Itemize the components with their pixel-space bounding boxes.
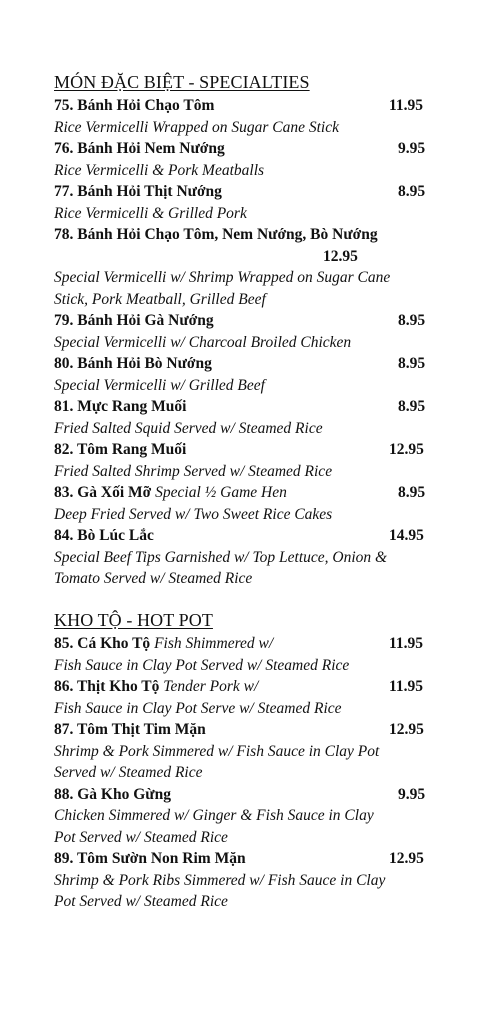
item-name: 88. Gà Kho Gừng [54, 785, 171, 803]
item-name: 80. Bánh Hỏi Bò Nướng [54, 355, 212, 372]
menu-item [54, 353, 464, 396]
item-price: 8.95 [398, 183, 426, 200]
item-name: 89. Tôm Sườn Non Rim Mặn [54, 850, 246, 867]
menu-item [54, 95, 464, 138]
item-description: Deep Fried Served w/ Two Sweet Rice Cakes [54, 505, 333, 523]
menu-item [54, 138, 464, 181]
item-description: Stick, Pork Meatball, Grilled Beef [54, 290, 266, 308]
item-inline-note: Tender Pork w/ [163, 678, 259, 695]
item-description: Shrimp & Pork Ribs Simmered w/ Fish Sauce in Clay [54, 871, 386, 889]
item-description: Tomato Served w/ Steamed Rice [54, 570, 253, 587]
menu-item [54, 784, 464, 849]
item-name: 75. Bánh Hỏi Chạo Tôm [54, 97, 215, 114]
item-description: Fish Sauce in Clay Pot Serve w/ Steamed Rice [54, 699, 342, 717]
item-inline-note: Special ½ Game Hen [155, 484, 287, 501]
item-price: 8.95 [398, 355, 426, 372]
item-name: 77. Bánh Hỏi Thịt Nướng [54, 183, 222, 200]
item-description: Fish Sauce in Clay Pot Served w/ Steamed Rice [54, 656, 350, 674]
item-price: 12.95 [389, 721, 424, 738]
item-description: Served w/ Steamed Rice [54, 764, 203, 781]
item-name-text: 85. Cá Kho Tộ [54, 635, 151, 652]
item-price: 9.95 [398, 140, 426, 157]
item-description: Rice Vermicelli Wrapped on Sugar Cane Stick [54, 118, 339, 136]
menu-item [54, 439, 464, 482]
item-price: 8.95 [398, 484, 426, 501]
menu-item [54, 719, 464, 784]
item-price: 9.95 [398, 785, 426, 803]
item-description: Special Beef Tips Garnished w/ Top Lettuce, Onion & [54, 548, 388, 566]
item-name: 84. Bò Lúc Lắc [54, 527, 154, 544]
item-price: 12.95 [389, 441, 424, 458]
menu-item [54, 181, 464, 224]
item-description: Fried Salted Shrimp Served w/ Steamed Rice [54, 462, 333, 480]
item-price: 8.95 [398, 398, 426, 415]
item-description: Pot Served w/ Steamed Rice [54, 828, 228, 846]
item-price: 11.95 [389, 678, 424, 695]
item-name [54, 676, 258, 698]
item-description: Rice Vermicelli & Grilled Pork [54, 204, 247, 222]
item-name: 87. Tôm Thịt Tim Mặn [54, 721, 206, 738]
menu-item [54, 224, 464, 310]
item-price: 12.95 [323, 247, 358, 265]
item-price: 8.95 [398, 312, 426, 329]
hot-pot-section [54, 610, 464, 913]
item-description: Fried Salted Squid Served w/ Steamed Rice [54, 419, 323, 437]
item-inline-note: Fish Shimmered w/ [154, 635, 274, 652]
item-description: Rice Vermicelli & Pork Meatballs [54, 161, 265, 179]
item-price: 14.95 [389, 527, 424, 544]
specialties-section [54, 72, 464, 590]
item-description: Pot Served w/ Steamed Rice [54, 893, 228, 910]
item-name: 81. Mực Rang Muối [54, 398, 187, 415]
item-price: 11.95 [389, 635, 424, 652]
item-price: 11.95 [389, 97, 424, 114]
menu-item [54, 310, 464, 353]
item-name: 82. Tôm Rang Muối [54, 441, 187, 458]
item-description: Special Vermicelli w/ Shrimp Wrapped on Sugar Cane [54, 269, 391, 286]
section-title: KHO TỘ - HOT POT [54, 610, 213, 630]
menu-item [54, 633, 464, 676]
item-name [54, 482, 287, 504]
item-description: Shrimp & Pork Simmered w/ Fish Sauce in Clay Pot [54, 742, 380, 760]
item-name: 78. Bánh Hỏi Chạo Tôm, Nem Nướng, Bò Nướng [54, 226, 378, 243]
section-title: MÓN ĐẶC BIỆT - SPECIALTIES [54, 72, 310, 92]
menu-item [54, 525, 464, 590]
item-name: 79. Bánh Hỏi Gà Nướng [54, 312, 214, 329]
item-description: Chicken Simmered w/ Ginger & Fish Sauce in Clay [54, 807, 374, 824]
item-name [54, 633, 273, 655]
menu-item [54, 676, 464, 719]
item-name-text: 86. Thịt Kho Tộ [54, 678, 160, 695]
item-name: 76. Bánh Hỏi Nem Nướng [54, 140, 225, 157]
menu-item [54, 482, 464, 525]
item-description: Special Vermicelli w/ Grilled Beef [54, 376, 265, 394]
menu-item [54, 396, 464, 439]
menu-item [54, 848, 464, 913]
item-description: Special Vermicelli w/ Charcoal Broiled Chicken [54, 333, 352, 351]
item-price: 12.95 [389, 850, 424, 867]
item-name-text: 83. Gà Xối Mỡ [54, 484, 152, 501]
